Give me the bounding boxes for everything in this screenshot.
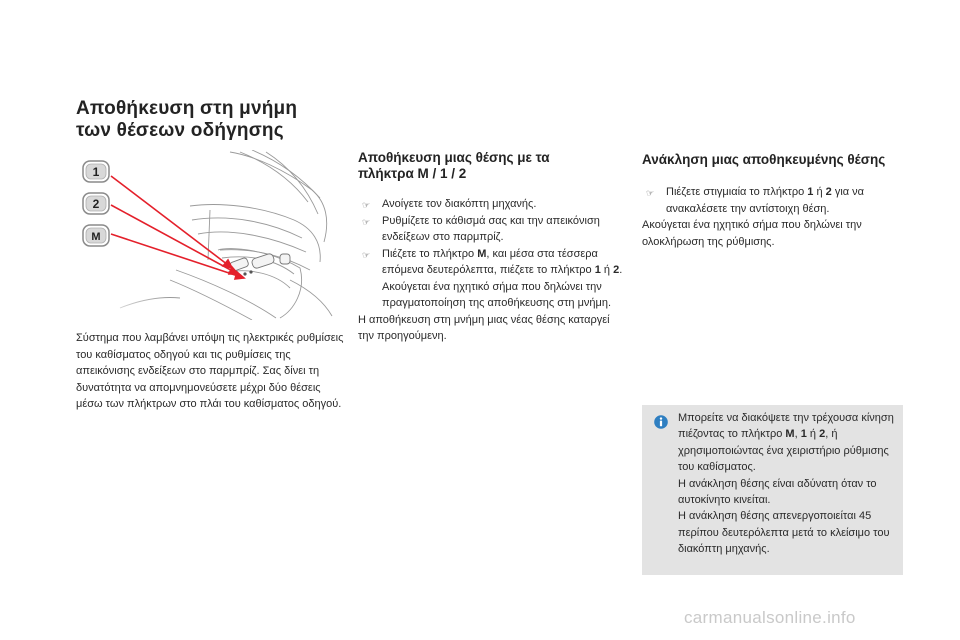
recall-title: Ανάκληση μιας αποθηκευμένης θέσης [642,152,886,167]
button-m-icon [82,224,110,247]
info-paragraph-2: Η ανάκληση θέσης είναι αδύνατη όταν το αυτοκίνητο κινείται. [678,477,877,507]
store-step-3: ☞ Πιέζετε το πλήκτρο M, και μέσα στα τέσσερα επόμενα δευτερόλεπτα, πιέζετε το πλήκτρο 1 ή 2. [362,247,623,276]
button-1-icon [82,160,110,183]
recall-section [642,152,904,250]
info-box [642,405,903,575]
recall-step-1: ☞ Πιέζετε στιγμιαία το πλήκτρο 1 ή 2 για να ανακαλέσετε την αντίστοιχη θέση. [646,186,865,215]
store-step-1: ☞ Ανοίγετε τον διακόπτη μηχανής. [358,196,626,213]
info-icon [654,415,668,429]
intro-text: Σύστημα που λαμβάνει υπόψη τις ηλεκτρικές ρυθμίσεις του καθίσματος οδηγού και τις ρυθμίσεις της απεικόνισης ενδείξεων στο παρμπρίζ. Σας δίνει τη δυνατότητα να απομνημονεύσετε μέχρι δύο θέσεις μέσω των πλήκτρων στο πλάι του καθίσματος οδηγού. [76,332,344,411]
store-sound-text: Ακούγεται ένα ηχητικό σήμα που δηλώνει την πραγματοποίηση της αποθήκευσης στη μνήμη. [382,280,612,309]
info-paragraph-3: Η ανάκληση θέσης απενεργοποιείται 45 περίπου δευτερόλεπτα μετά το κλείσιμο του διακόπτη μηχανής. [678,510,890,556]
page-title: Αποθήκευση στη μνήμη των θέσεων οδήγησης [76,98,298,141]
store-step-2: ☞ Ρυθμίζετε το κάθισμά σας και την απεικόνιση ενδείξεων στο παρμπρίζ. [362,214,600,243]
pointer-icon: ☞ [362,200,371,210]
info-text [678,410,900,558]
info-paragraph-1: Μπορείτε να διακόψετε την τρέχουσα κίνηση πιέζοντας το πλήκτρο M, 1 ή 2, ή χρησιμοποιώντας ένα χειριστήριο ρύθμισης του καθίσματος. [678,412,894,474]
watermark: carmanualsonline.info [684,608,856,627]
store-section [358,150,626,345]
pointer-icon: ☞ [362,249,371,260]
store-title: Αποθήκευση μιας θέσης με τα πλήκτρα M / 1 / 2 [358,150,550,181]
svg-text:2: 2 [92,197,100,211]
recall-sound-text: Ακούγεται ένα ηχητικό σήμα που δηλώνει την ολοκλήρωση της ρύθμισης. [642,219,862,248]
seat-illustration [80,150,334,320]
button-2-icon [82,192,110,215]
svg-text:M: M [91,231,101,243]
pointer-icon: ☞ [646,188,655,198]
pointer-icon: ☞ [362,216,371,227]
store-note: Η αποθήκευση στη μνήμη μιας νέας θέσης καταργεί την προηγούμενη. [358,313,610,342]
svg-text:1: 1 [92,165,100,179]
